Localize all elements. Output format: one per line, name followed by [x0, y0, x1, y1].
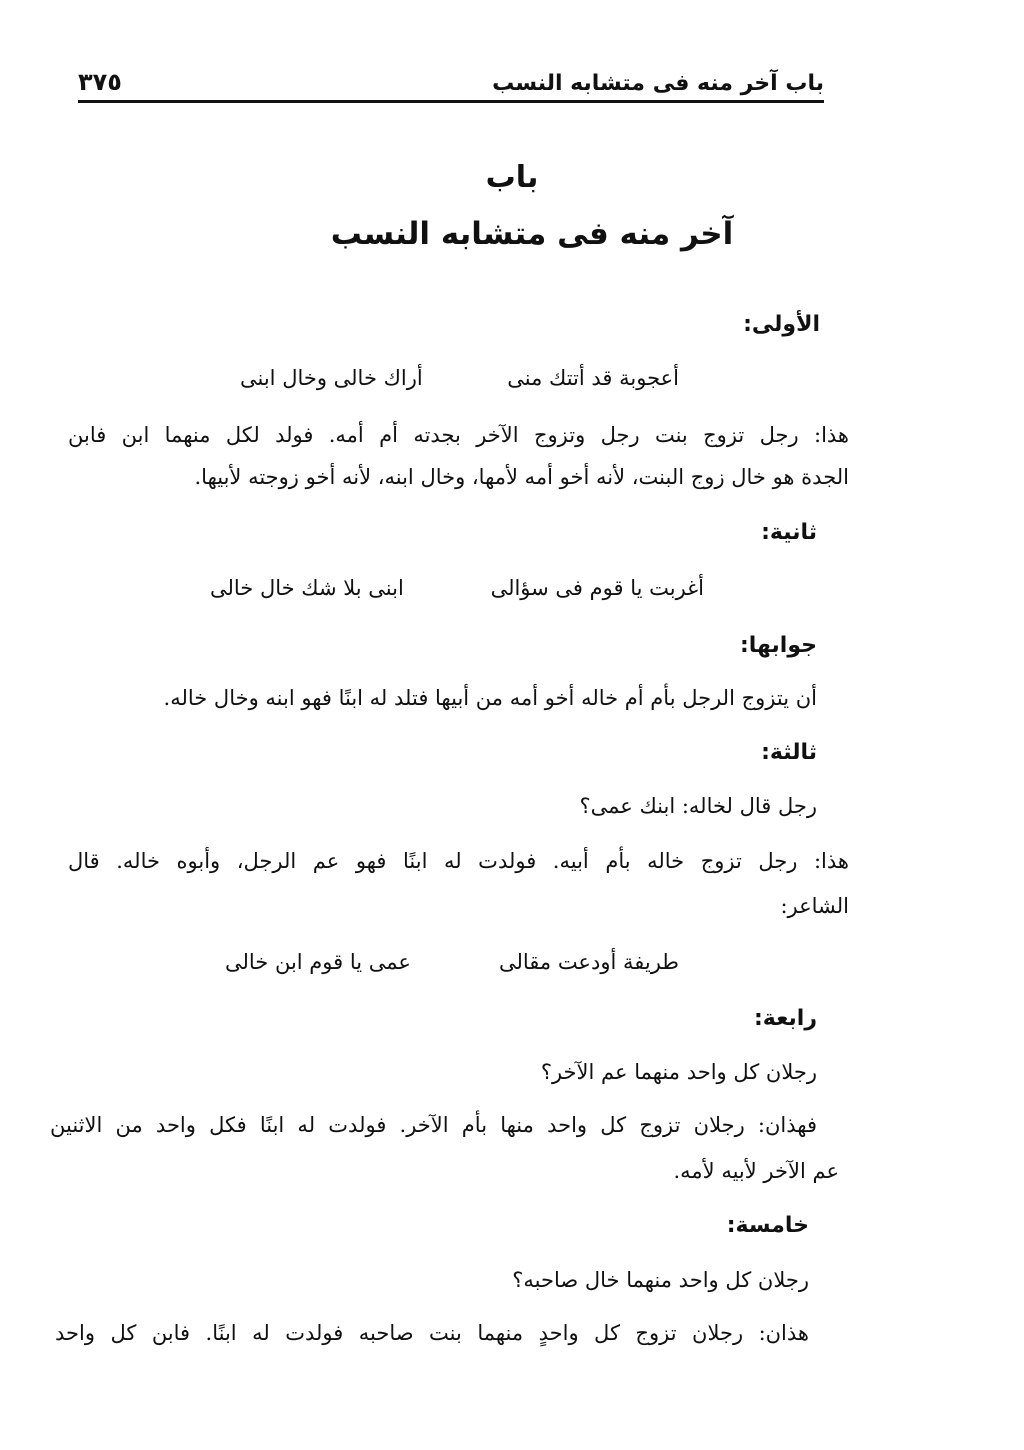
answer-heading-second: جوابها:	[739, 633, 817, 658]
verse-first-left-hemistich: أراك خالى وخال ابنى	[240, 366, 423, 390]
section-heading-second: ثانية:	[761, 520, 817, 545]
chapter-title-line-1: باب	[485, 160, 539, 195]
question-third: رجل قال لخاله: ابنك عمى؟	[579, 794, 817, 818]
answer-third-line-1: هذا: رجل تزوج خاله بأم أبيه. فولدت له ابنًا فهو عم الرجل، وأبوه خاله. قال	[68, 849, 849, 873]
verse-third-right-hemistich: طريفة أودعت مقالى	[498, 950, 679, 974]
running-header	[78, 62, 824, 103]
answer-third-line-2: الشاعر:	[780, 894, 849, 918]
running-title: باب آخر منه فى متشابه النسب	[492, 71, 824, 96]
answer-fourth-line-1: فهذان: رجلان تزوج كل واحد منها بأم الآخر. فولدت له ابنًا فكل واحد من الاثنين	[50, 1113, 817, 1137]
answer-first-line-1: هذا: رجل تزوج بنت رجل وتزوج الآخر بجدته أم أمه. فولد لكل منهما ابن فابن	[68, 423, 849, 447]
verse-second-left-hemistich: ابنى بلا شك خال خالى	[210, 576, 404, 600]
answer-second-line-1: أن يتزوج الرجل بأم أم خاله أخو أمه من أبيها فتلد له ابنًا فهو ابنه وخال خاله.	[163, 686, 817, 710]
section-heading-first: الأولى:	[743, 312, 820, 337]
verse-second-right-hemistich: أغربت يا قوم فى سؤالى	[490, 576, 704, 600]
page-number: ٣٧٥	[78, 68, 122, 96]
answer-fourth-line-2: عم الآخر لأبيه لأمه.	[673, 1159, 839, 1183]
section-heading-fifth: خامسة:	[726, 1213, 809, 1238]
chapter-title-line-2: آخر منه فى متشابه النسب	[330, 216, 734, 252]
answer-first-line-2: الجدة هو خال زوج البنت، لأنه أخو أمه لأمها، وخال ابنه، لأنه أخو زوجته لأبيها.	[194, 465, 849, 489]
section-heading-third: ثالثة:	[761, 740, 817, 765]
question-fifth: رجلان كل واحد منهما خال صاحبه؟	[512, 1268, 809, 1292]
verse-first-right-hemistich: أعجوبة قد أتتك منى	[507, 366, 679, 390]
section-heading-fourth: رابعة:	[753, 1006, 817, 1031]
answer-fifth-line-1: هذان: رجلان تزوج كل واحدٍ منهما بنت صاحبه فولدت له ابنًا. فابن كل واحد	[55, 1321, 809, 1345]
verse-third-left-hemistich: عمى يا قوم ابن خالى	[225, 950, 411, 974]
question-fourth: رجلان كل واحد منهما عم الآخر؟	[540, 1060, 817, 1084]
